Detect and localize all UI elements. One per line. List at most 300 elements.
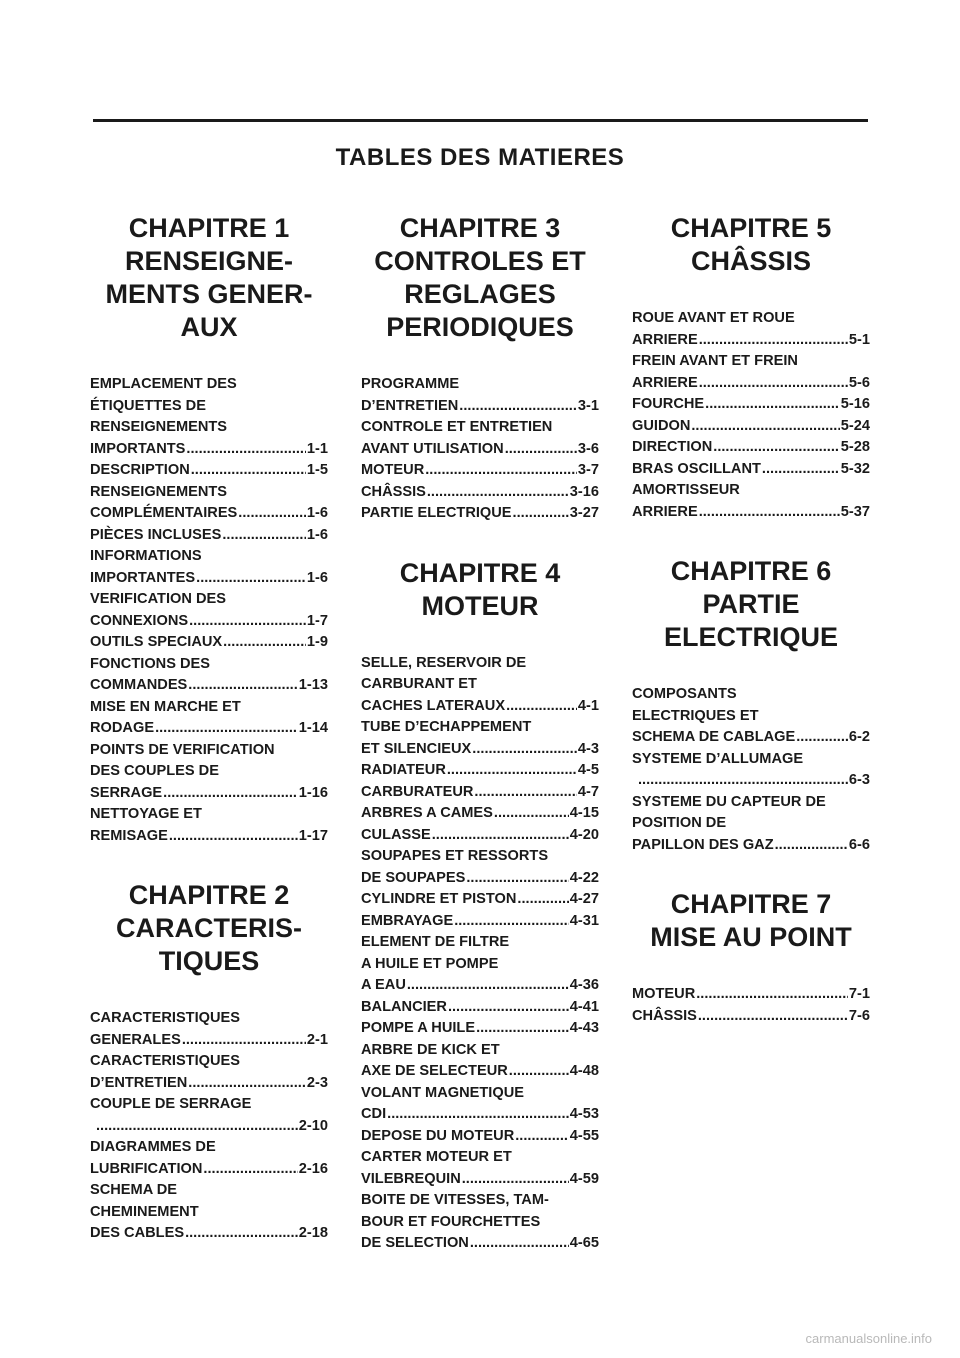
- toc-entry-label: DESCRIPTION: [90, 462, 190, 478]
- chapter-title-line: CARACTERIS-: [116, 913, 302, 943]
- toc-entry[interactable]: [90, 525, 328, 547]
- chapter-title: [632, 212, 870, 278]
- leader-dots: [513, 503, 569, 525]
- toc-entry[interactable]: [361, 1018, 599, 1040]
- toc-entry-row: [361, 868, 599, 890]
- leader-dots: [163, 783, 298, 805]
- toc-entry-row: [361, 1061, 599, 1083]
- page-number: 1-14: [298, 720, 328, 736]
- leader-dots: [517, 889, 568, 911]
- page-number: 4-31: [569, 912, 599, 929]
- leader-dots: [188, 675, 297, 697]
- chapter-title-line: CHAPITRE 6: [670, 556, 832, 586]
- toc-entry-label: MOTEUR: [361, 462, 425, 478]
- toc-entry-text: BOITE DE VITESSES, TAM-: [361, 1192, 549, 1208]
- chapter-title-line: MOTEUR: [421, 590, 539, 621]
- toc-entry[interactable]: [632, 437, 870, 459]
- toc-entry-row: [90, 1030, 328, 1052]
- toc-entry-label: ET SILENCIEUX: [361, 740, 472, 757]
- toc-entry-row: [90, 439, 328, 461]
- leader-dots: [698, 1006, 848, 1028]
- page-number: 2-16: [298, 1160, 328, 1177]
- page-number: 4-7: [577, 783, 599, 800]
- toc-entry-label: AVANT UTILISATION: [361, 440, 504, 457]
- toc-entry[interactable]: [90, 460, 328, 482]
- top-rule: [93, 119, 868, 122]
- leader-dots: [462, 1169, 569, 1191]
- page-number: 4-43: [569, 1020, 599, 1036]
- chapter-title-line: CHAPITRE 4: [399, 557, 561, 588]
- toc-column-3: [632, 212, 870, 1059]
- toc-entry-label: ARRIERE: [632, 503, 698, 520]
- toc-entry-text: CARTER MOTEUR ET: [361, 1149, 512, 1165]
- toc-entry-row: [632, 394, 870, 416]
- page-number: 6-6: [848, 836, 870, 853]
- toc-entry[interactable]: [361, 482, 599, 504]
- toc-entry-label: DE SELECTION: [361, 1235, 469, 1251]
- toc-entry-label: CONNEXIONS: [90, 612, 189, 629]
- toc-entry-label: ARBRES A CAMES: [361, 805, 493, 821]
- toc-entry[interactable]: [632, 351, 870, 394]
- toc-entry[interactable]: [361, 1190, 599, 1255]
- leader-dots: [189, 611, 306, 633]
- leader-dots: [238, 503, 306, 525]
- toc-entry-text: INFORMATIONS: [90, 548, 202, 564]
- toc-entry-text: A HUILE ET POMPE: [361, 955, 499, 972]
- toc-entry-label: DIRECTION: [632, 439, 713, 455]
- toc-entry-row: [90, 1116, 328, 1138]
- chapter-title-line: AUX: [180, 312, 238, 342]
- page-number: 1-7: [306, 612, 328, 629]
- chapter-title-line: CHAPITRE 2: [128, 880, 290, 910]
- chapter-title-line: CONTROLES ET: [374, 246, 586, 276]
- page-number: 2-18: [298, 1225, 328, 1241]
- page-number: 4-3: [577, 740, 599, 757]
- toc-entry-row: [90, 632, 328, 654]
- toc-entry-text: SCHEMA DE: [90, 1182, 178, 1198]
- toc-entry[interactable]: [632, 416, 870, 438]
- toc-entry-row: [361, 782, 599, 804]
- toc-column-1: [90, 212, 328, 1277]
- page-number: 4-53: [569, 1106, 599, 1122]
- toc-entry-label: REMISAGE: [90, 827, 168, 844]
- toc-entry[interactable]: [90, 1137, 328, 1180]
- toc-entry-label: FOURCHE: [632, 396, 705, 412]
- toc-entry-row: [90, 1159, 328, 1181]
- toc-entry-label: COMMANDES: [90, 677, 188, 693]
- toc-entry-text: CARBURANT ET: [361, 676, 477, 692]
- leader-dots: [505, 439, 577, 461]
- toc-entry[interactable]: [361, 653, 599, 718]
- toc-entry[interactable]: [361, 1040, 599, 1083]
- toc-entry-label: RADIATEUR: [361, 762, 446, 778]
- toc-entry-row: [632, 835, 870, 857]
- toc-entry[interactable]: [361, 417, 599, 460]
- toc-entry-label: CYLINDRE ET PISTON: [361, 891, 517, 907]
- toc-entry-label: CARBURATEUR: [361, 783, 474, 800]
- toc-entry-text: CONTROLE ET ENTRETIEN: [361, 419, 553, 435]
- toc-entry[interactable]: [361, 1126, 599, 1148]
- page-number: 1-16: [298, 784, 328, 801]
- toc-entry-label: SCHEMA DE CABLAGE: [632, 729, 796, 745]
- page-number: 1-6: [306, 526, 328, 543]
- page-number: 4-27: [569, 891, 599, 907]
- toc-entry-text: TUBE D’ECHAPPEMENT: [361, 719, 532, 735]
- toc-entry[interactable]: [361, 460, 599, 482]
- toc-entry[interactable]: [632, 394, 870, 416]
- toc-entry-text: ÉTIQUETTES DE: [90, 397, 206, 414]
- page-number: 4-36: [569, 977, 599, 993]
- leader-dots: [454, 911, 569, 933]
- toc-entry-row: [361, 1018, 599, 1040]
- page-number: 3-7: [577, 462, 599, 478]
- toc-list: [90, 1008, 328, 1245]
- toc-entry-text: ARBRE DE KICK ET: [361, 1041, 500, 1058]
- toc-entry-label: ARRIERE: [632, 374, 698, 391]
- leader-dots: [762, 459, 840, 481]
- toc-entry[interactable]: [361, 911, 599, 933]
- toc-entry-text: PROGRAMME: [361, 376, 460, 392]
- toc-entry-label: MOTEUR: [632, 986, 696, 1002]
- chapter-title-line: ELECTRIQUE: [663, 622, 838, 652]
- toc-entry-label: DEPOSE DU MOTEUR: [361, 1127, 515, 1144]
- toc-entry-row: [90, 1223, 328, 1245]
- leader-dots: [699, 502, 840, 524]
- chapter-title-line: CHAPITRE 3: [399, 213, 561, 243]
- watermark: carmanualsonline.info: [805, 1331, 932, 1346]
- toc-entry[interactable]: [90, 740, 328, 805]
- leader-dots: [191, 460, 306, 482]
- page-number: 3-16: [569, 483, 599, 500]
- toc-entry[interactable]: [90, 1094, 328, 1137]
- chapter-title-line: REGLAGES: [404, 279, 556, 309]
- toc-entry[interactable]: [361, 760, 599, 782]
- page-number: 5-16: [840, 396, 870, 412]
- toc-list: [361, 374, 599, 525]
- toc-entry-row: [90, 568, 328, 590]
- chapter-title-line: TIQUES: [158, 946, 260, 976]
- toc-entry-label: GUIDON: [632, 417, 691, 434]
- page-number: 4-22: [569, 869, 599, 886]
- page-number: 5-28: [840, 439, 870, 455]
- leader-dots: [186, 439, 306, 461]
- leader-dots: [432, 825, 569, 847]
- page-number: 4-20: [569, 826, 599, 843]
- leader-dots: [407, 975, 569, 997]
- toc-entry-row: [632, 984, 870, 1006]
- chapter-7: [632, 888, 870, 1027]
- toc-entry-text: NETTOYAGE ET: [90, 806, 202, 822]
- chapter-1: [90, 212, 328, 847]
- toc-entry-label: ARRIERE: [632, 331, 698, 348]
- leader-dots: [425, 460, 577, 482]
- toc-entry[interactable]: [361, 846, 599, 889]
- toc-entry-label: D’ENTRETIEN: [90, 1074, 188, 1091]
- page-number: 4-65: [569, 1235, 599, 1251]
- page-number: 3-6: [577, 440, 599, 457]
- toc-entry[interactable]: [361, 932, 599, 997]
- leader-dots: [474, 782, 576, 804]
- leader-dots: [494, 803, 569, 825]
- toc-entry-label: PAPILLON DES GAZ: [632, 836, 774, 853]
- toc-entry-label: CHÂSSIS: [632, 1007, 697, 1024]
- leader-dots: [448, 997, 569, 1019]
- page-number: 4-48: [569, 1063, 599, 1079]
- toc-entry-text: VERIFICATION DES: [90, 591, 226, 607]
- leader-dots: [775, 835, 848, 857]
- toc-entry-row: [632, 373, 870, 395]
- toc-entry[interactable]: [632, 792, 870, 857]
- toc-entry[interactable]: [90, 804, 328, 847]
- chapter-2: [90, 879, 328, 1245]
- toc-entry-row: [632, 502, 870, 524]
- toc-entry-row: [361, 396, 599, 418]
- toc-entry-row: [361, 1126, 599, 1148]
- toc-entry-label: A EAU: [361, 977, 406, 993]
- chapter-title-line: CHAPITRE 5: [670, 213, 832, 243]
- chapter-title-line: PARTIE: [702, 589, 800, 619]
- chapter-title-line: CHAPITRE 7: [670, 889, 832, 919]
- toc-entry[interactable]: [90, 374, 328, 460]
- toc-entry-row: [361, 439, 599, 461]
- toc-entry-label: SERRAGE: [90, 784, 163, 801]
- toc-entry-text: VOLANT MAGNETIQUE: [361, 1084, 524, 1101]
- toc-entry[interactable]: [361, 374, 599, 417]
- toc-entry-label: IMPORTANTS: [90, 440, 186, 457]
- page-number: 4-5: [577, 762, 599, 778]
- toc-entry-label: POMPE A HUILE: [361, 1020, 476, 1036]
- leader-dots: [447, 760, 577, 782]
- leader-dots: [713, 437, 840, 459]
- leader-dots: [691, 416, 839, 438]
- toc-entry-text: ELEMENT DE FILTRE: [361, 934, 510, 950]
- toc-entry-text: RENSEIGNEMENTS: [90, 419, 228, 435]
- page-number: 1-5: [306, 462, 328, 478]
- page-number: 4-55: [569, 1127, 599, 1144]
- page-number: 1-6: [306, 569, 328, 586]
- chapter-5: [632, 212, 870, 523]
- toc-list: [632, 984, 870, 1027]
- leader-dots: [696, 984, 848, 1006]
- toc-entry-row: [361, 911, 599, 933]
- toc-entry-row: [361, 482, 599, 504]
- toc-entry-text: DES COUPLES DE: [90, 763, 219, 779]
- toc-entry[interactable]: [632, 749, 870, 792]
- page-number: 4-1: [577, 697, 599, 714]
- leader-dots: [459, 396, 577, 418]
- toc-entry-label: CDI: [361, 1106, 387, 1122]
- page-number: 4-41: [569, 998, 599, 1015]
- toc-entry-row: [361, 739, 599, 761]
- chapter-title: [632, 888, 870, 954]
- page-number: 2-3: [306, 1074, 328, 1091]
- toc-list: [361, 653, 599, 1255]
- leader-dots: [196, 568, 306, 590]
- toc-entry-text: POINTS DE VERIFICATION: [90, 741, 275, 758]
- toc-entry[interactable]: [361, 997, 599, 1019]
- toc-entry-row: [90, 783, 328, 805]
- toc-entry-label: CACHES LATERAUX: [361, 697, 506, 714]
- toc-entry-label: PARTIE ELECTRIQUE: [361, 505, 512, 521]
- toc-entry-row: [361, 889, 599, 911]
- leader-dots: [155, 718, 298, 740]
- page-number: 1-13: [298, 677, 328, 693]
- toc-entry-label: COMPLÉMENTAIRES: [90, 505, 238, 521]
- toc-entry[interactable]: [90, 1051, 328, 1094]
- toc-entry[interactable]: [632, 684, 870, 749]
- toc-entry-row: [90, 460, 328, 482]
- toc-entry-text: RENSEIGNEMENTS: [90, 483, 228, 500]
- toc-entry-label: CULASSE: [361, 826, 431, 843]
- chapter-title-line: RENSEIGNE-: [124, 246, 294, 276]
- toc-entry[interactable]: [90, 1180, 328, 1245]
- toc-entry-label: LUBRIFICATION: [90, 1160, 203, 1177]
- leader-dots: [387, 1104, 569, 1126]
- page-number: 6-2: [848, 729, 870, 745]
- toc-entry-row: [361, 1104, 599, 1126]
- leader-dots: [509, 1061, 569, 1083]
- toc-entry-row: [90, 525, 328, 547]
- toc-entry[interactable]: [632, 984, 870, 1006]
- leader-dots: [699, 373, 848, 395]
- toc-entry-row: [361, 503, 599, 525]
- chapter-title: [90, 879, 328, 978]
- toc-list: [90, 374, 328, 847]
- leader-dots: [185, 1223, 298, 1245]
- toc-entry-text: CARACTERISTIQUES: [90, 1010, 240, 1026]
- toc-entry[interactable]: [90, 482, 328, 525]
- leader-dots: [222, 525, 306, 547]
- toc-entry-label: BALANCIER: [361, 998, 447, 1015]
- chapter-title-line: MENTS GENER-: [105, 279, 313, 309]
- chapter-4: [361, 557, 599, 1255]
- toc-entry-row: [361, 825, 599, 847]
- leader-dots: [182, 1030, 306, 1052]
- toc-entry[interactable]: [632, 480, 870, 523]
- chapter-title-line: CHAPITRE 1: [128, 213, 290, 243]
- toc-entry-label: OUTILS SPECIAUX: [90, 634, 223, 650]
- toc-entry-text: SOUPAPES ET RESSORTS: [361, 848, 549, 864]
- toc-column-2: [361, 212, 599, 1287]
- toc-entry-text: DIAGRAMMES DE: [90, 1139, 216, 1155]
- page-number: 1-17: [298, 827, 328, 844]
- toc-entry-text: COUPLE DE SERRAGE: [90, 1096, 252, 1112]
- toc-entry[interactable]: [632, 308, 870, 351]
- toc-entry-text: MISE EN MARCHE ET: [90, 698, 241, 715]
- toc-entry-text: AMORTISSEUR: [632, 482, 740, 498]
- toc-entry-text: POSITION DE: [632, 815, 727, 831]
- toc-entry[interactable]: [361, 782, 599, 804]
- toc-entry-row: [361, 997, 599, 1019]
- chapter-title: [632, 555, 870, 654]
- chapter-title-line: MISE AU POINT: [650, 922, 852, 952]
- toc-entry-row: [90, 1073, 328, 1095]
- toc-entry[interactable]: [90, 589, 328, 632]
- leader-dots: [203, 1159, 297, 1181]
- page-number: 1-9: [306, 634, 328, 650]
- toc-entry-row: [632, 437, 870, 459]
- leader-dots: [699, 330, 848, 352]
- toc-entry-text: BOUR ET FOURCHETTES: [361, 1213, 541, 1230]
- toc-entry[interactable]: [632, 459, 870, 481]
- leader-dots: [638, 770, 848, 792]
- toc-entry-text: CHEMINEMENT: [90, 1203, 199, 1220]
- toc-entry-row: [632, 416, 870, 438]
- toc-entry[interactable]: [361, 825, 599, 847]
- page-number: 5-24: [840, 417, 870, 434]
- leader-dots: [188, 1073, 306, 1095]
- toc-entry-text: ELECTRIQUES ET: [632, 707, 759, 724]
- toc-entry[interactable]: [90, 632, 328, 654]
- toc-entry-text: SYSTEME D’ALLUMAGE: [632, 750, 804, 767]
- leader-dots: [476, 1018, 569, 1040]
- toc-entry-row: [361, 803, 599, 825]
- leader-dots: [427, 482, 569, 504]
- leader-dots: [169, 826, 298, 848]
- page-title: TABLES DES MATIERES: [335, 144, 625, 172]
- toc-entry[interactable]: [90, 546, 328, 589]
- toc-entry[interactable]: [361, 803, 599, 825]
- chapter-title: [361, 212, 599, 344]
- toc-entry-text: CARACTERISTIQUES: [90, 1053, 240, 1069]
- toc-entry[interactable]: [361, 503, 599, 525]
- toc-entry[interactable]: [361, 889, 599, 911]
- page-number: 2-10: [298, 1117, 328, 1134]
- chapter-3: [361, 212, 599, 525]
- page-number: 5-32: [840, 460, 870, 477]
- toc-entry-row: [90, 611, 328, 633]
- toc-entry[interactable]: [90, 654, 328, 697]
- toc-entry-label: PIÈCES INCLUSES: [90, 526, 222, 543]
- page-number: 6-3: [848, 772, 870, 788]
- toc-entry-text: EMPLACEMENT DES: [90, 376, 237, 392]
- toc-entry[interactable]: [632, 1006, 870, 1028]
- page-number: 1-6: [306, 505, 328, 521]
- leader-dots: [223, 632, 306, 654]
- toc-entry-text: FONCTIONS DES: [90, 655, 210, 672]
- toc-entry[interactable]: [361, 717, 599, 760]
- toc-entry-text: SYSTEME DU CAPTEUR DE: [632, 793, 826, 810]
- page-number: 5-6: [848, 374, 870, 391]
- leader-dots: [705, 394, 840, 416]
- toc-entry-row: [632, 727, 870, 749]
- page-number: 7-1: [848, 986, 870, 1002]
- page-number: 1-1: [306, 440, 328, 457]
- toc-entry-label: DE SOUPAPES: [361, 869, 466, 886]
- chapter-title-line: PERIODIQUES: [386, 312, 574, 342]
- toc-entry-row: [632, 1006, 870, 1028]
- toc-entry-label: DES CABLES: [90, 1225, 185, 1241]
- toc-entry-label: GENERALES: [90, 1031, 181, 1048]
- toc-entry-label: D’ENTRETIEN: [361, 397, 459, 414]
- toc-entry-row: [90, 675, 328, 697]
- toc-entry-label: AXE DE SELECTEUR: [361, 1063, 508, 1079]
- toc-entry-label: VILEBREQUIN: [361, 1170, 461, 1187]
- leader-dots: [796, 727, 848, 749]
- toc-entry[interactable]: [361, 1083, 599, 1126]
- toc-entry-row: [90, 503, 328, 525]
- toc-entry[interactable]: [90, 1008, 328, 1051]
- toc-entry[interactable]: [361, 1147, 599, 1190]
- page-number: 7-6: [848, 1007, 870, 1024]
- leader-dots: [466, 868, 568, 890]
- toc-entry-text: FREIN AVANT ET FREIN: [632, 353, 798, 369]
- toc-entry-label: EMBRAYAGE: [361, 912, 454, 929]
- toc-entry-row: [90, 718, 328, 740]
- toc-entry[interactable]: [90, 697, 328, 740]
- toc-entry-row: [632, 770, 870, 792]
- leader-dots: [506, 696, 577, 718]
